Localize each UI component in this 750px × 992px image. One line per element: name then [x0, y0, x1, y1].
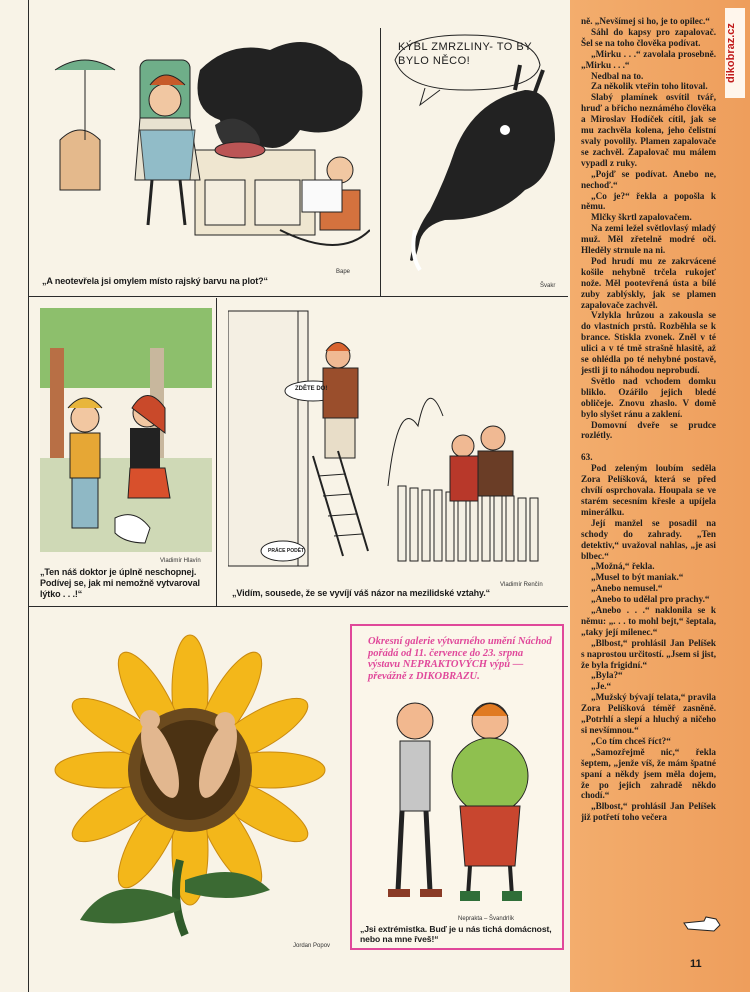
- left-margin-line: [28, 0, 29, 992]
- cartoon-couple: [360, 691, 550, 911]
- story-paragraph: „Anebo . . .“ naklonila se k němu: „. . . to mohl bejt,“ šeptala, „taky její milenec.“: [581, 605, 716, 637]
- story-paragraph: Světlo nad vchodem domku bliklo. Ozářilo jejich bledé obličeje. Znovu zhaslo. V domě bylo slyšet ránu a zaklení.: [581, 375, 716, 419]
- cartoon-two-women: [40, 308, 212, 552]
- story-paragraph: Mlčky škrtl zapalovačem.: [591, 212, 692, 223]
- caption-ladder-fence: „Vidím, sousede, že se vyvíjí váš názor na mezilidské vztahy.“: [232, 588, 491, 598]
- chapter-number: 63.: [581, 452, 593, 463]
- caption-two-women: „Ten náš doktor je úplně neschopnej. Podívej se, jak mi nemožně vytvaroval lýtko . . .!“: [40, 567, 200, 599]
- story-paragraph: „Pojď se podívat. Anebo ne, nechoď.“: [581, 168, 716, 190]
- site-watermark: dikobraz.cz: [725, 8, 745, 98]
- story-paragraph: „Anebo nemusel.“: [591, 583, 663, 594]
- story-paragraph: Za několik vteřin toho litoval.: [591, 81, 708, 92]
- story-paragraph: Vzlykla hrůzou a zakousla se do vlastních prstů. Rozběhla se k brance. Stiskla zvonek. Zněl v té ulici a v té tmě strašně hlasitě, až se ohlédla po té nehybné postavě, jestli ji to náhodou neprobudí.: [581, 310, 716, 375]
- story-paragraph: „Možná,“ řekla.: [591, 561, 655, 572]
- author-couple: Neprakta – Švandrlík: [458, 916, 515, 922]
- story-paragraph: „Co tím chceš říct?“: [591, 735, 671, 746]
- story-paragraph: „Co je?“ řekla a popošla k němu.: [581, 190, 716, 212]
- story-paragraph: Sáhl do kapsy pro zapalovač. Šel se na toho člověka podívat.: [581, 26, 716, 48]
- cartoon-kitchen: [40, 30, 370, 260]
- story-paragraph: „Mirku . . .“ zavolala prosebně. „Mirku . . .“: [581, 48, 716, 70]
- divider-row-1: [28, 296, 568, 297]
- exhibition-box: [350, 624, 564, 950]
- story-column: [581, 16, 716, 946]
- cartoon-sunflower: [40, 630, 340, 940]
- author-ladder-fence: Vladimír Renčín: [500, 582, 543, 588]
- story-paragraph: „Blbost,“ prohlásil Jan Pelíšek s naprostou určitostí. „Jsem si jist, že byla frigidní.“: [581, 637, 716, 670]
- divider-row-2: [28, 606, 568, 607]
- story-paragraph: Na zemi ležel světlovlasý mladý muž. Měl zřetelně modré oči. Hleděly strnule na ni.: [581, 223, 716, 256]
- story-paragraph: „Mužský bývají telata,“ pravila Zora Pelíšková téměř zasněně. „Potrhlí a slepí a hluchý a ničeho si nevšímnou.“: [581, 692, 716, 735]
- caption-kitchen: „A neotevřela jsi omylem místo rajský barvu na plot?“: [42, 276, 268, 286]
- story-paragraph: Domovní dveře se prudce rozlétly.: [581, 419, 716, 441]
- story-paragraph: „Anebo to udělal pro prachy.“: [591, 594, 710, 605]
- story-paragraph: Její manžel se posadil na schody do zahrady. „Ten detektiv,“ uvažoval nahlas, „je asi blbec.“: [581, 517, 716, 561]
- divider-col-mid: [216, 298, 217, 606]
- author-sunflower: Jordan Popov: [293, 943, 331, 949]
- author-kitchen: Bape: [336, 269, 351, 275]
- story-paragraph: „Byla?“: [591, 670, 623, 681]
- exhibition-announcement: Okresní galerie výtvarného umění Náchod pořádá od 11. července do 23. srpna výstavu NEPRAKTOVÝCH výpů — převážně z DIKOBRAZU.: [368, 636, 552, 682]
- story-paragraph: Slabý plamínek osvítil tvář, hruď a břicho neznámého člověka a Miroslav Hodíček cítil, jak se mu zachvěla kolena, jeho čelistní svaly povolily. Plamen zapalovače se zachvěl. Zapalovač mu málem vypadl z ruky.: [581, 92, 716, 168]
- sign-prace: PRÁCE PODĚT: [268, 548, 305, 554]
- author-giraffe: Švakr: [540, 283, 556, 289]
- story-paragraph: „Samozřejmě nic,“ řekla šeptem, „jenže víš, že mám špatné spaní a někdy jsem měla dojem, že po jejich zahradě někdo chodí.“: [581, 746, 716, 801]
- author-two-women: Vladimír Hlavín: [160, 558, 201, 564]
- story-paragraph: „Blbost,“ prohlásil Jan Pelíšek již potřetí toho večera: [581, 801, 716, 823]
- giraffe-speech-bubble: KÝBL ZMRZLINY- TO BY BYLO NĚCO!: [398, 41, 532, 67]
- pointing-hand-icon: [682, 913, 722, 935]
- story-paragraph: ně. „Nevšímej si ho, je to opilec.“: [581, 16, 710, 26]
- story-paragraph: Nedbal na to.: [591, 70, 644, 81]
- cartoon-ladder-fence: [228, 306, 564, 576]
- story-paragraph: Pod hrudí mu ze zakrvácené košile nehybně trčela rukojeť nože. Měl pootevřená ústa a bílé zuby zablýskly, jak se plamen zapalovače zachvěl.: [581, 255, 716, 310]
- caption-couple: „Jsi extrémistka. Buď je u nás tichá domácnost, nebo na mne řveš!“: [360, 924, 552, 944]
- story-paragraph: „Je.“: [591, 681, 612, 692]
- sign-zdete: ZDĚTE DO!: [295, 386, 328, 392]
- page-number: 11: [690, 958, 702, 970]
- divider-col-top: [380, 28, 381, 296]
- story-paragraph: Pod zeleným loubím seděla Zora Pelíšková, která se před chvílí osprchovala. Houpala se ve starém secesním křesle a upíjela minerálku.: [581, 463, 716, 517]
- story-paragraph: „Musel to být maniak.“: [591, 572, 684, 583]
